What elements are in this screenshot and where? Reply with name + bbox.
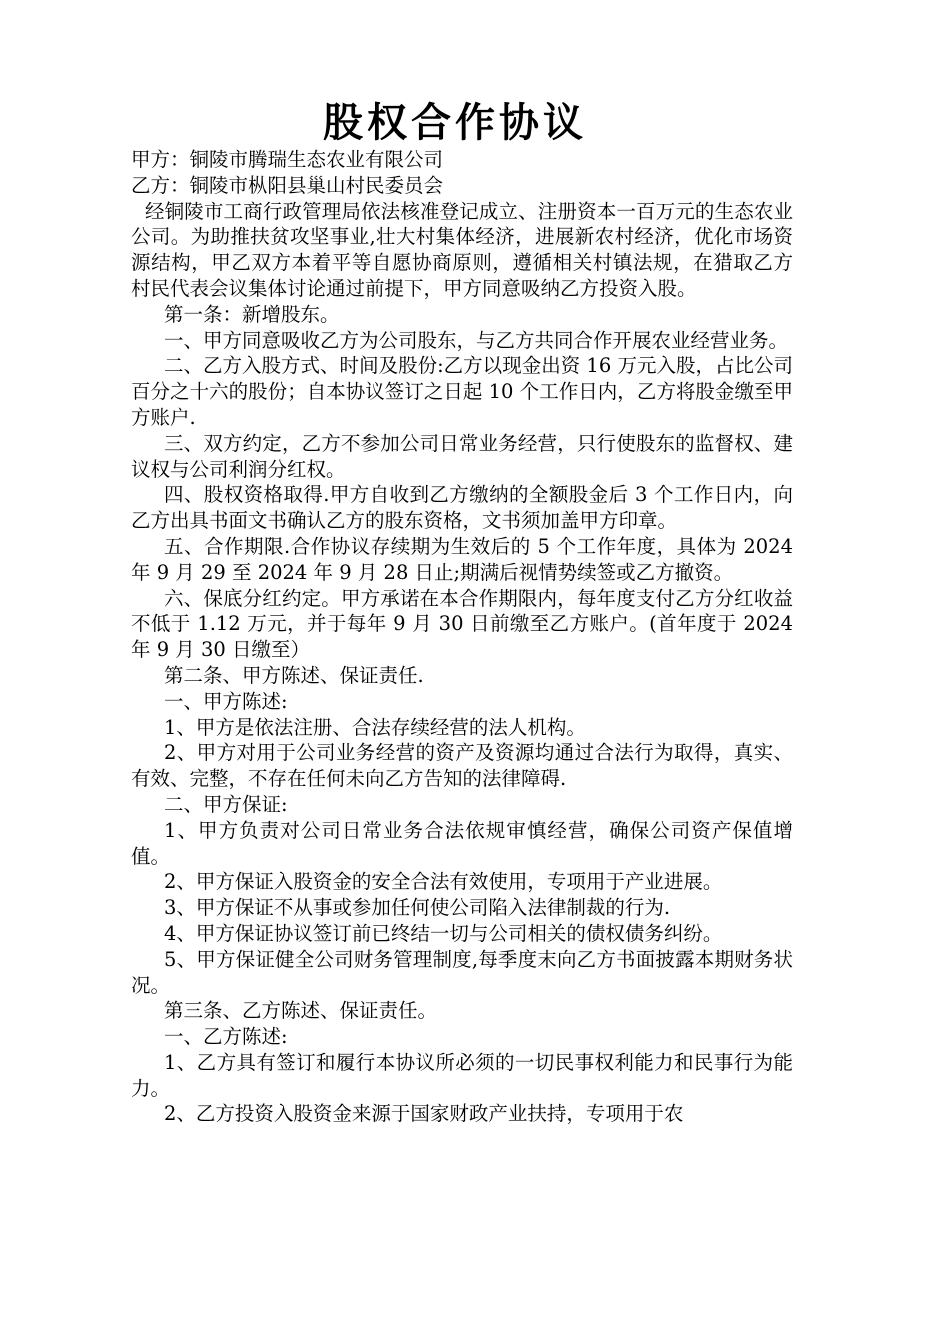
article-2-guarantee-5: 5、甲方保证健全公司财务管理制度,每季度末向乙方书面披露本期财务状况。 — [131, 947, 793, 997]
preamble-paragraph: 经铜陵市工商行政管理局依法核准登记成立、注册资本一百万元的生态农业公司。为助推扶贫攻坚事业,壮大村集体经济，进展新农村经济，优化市场资源结构，甲乙双方本着平等自愿协商原则，遵循相关村镇法规，在猎取乙方村民代表会议集体讨论通过前提下，甲方同意吸纳乙方投资入股。 — [131, 199, 793, 300]
article-2-guarantee-3: 3、甲方保证不从事或参加任何使公司陷入法律制裁的行为. — [164, 896, 671, 920]
article-1-clause-5: 五、合作期限.合作协议存续期为生效后的 5 个工作年度，具体为 2024 年 9 月 29 至 2024 年 9 月 28 日止;期满后视情势续签或乙方撤资。 — [131, 534, 793, 584]
article-2-statement-2: 2、甲方对用于公司业务经营的资产及资源均通过合法行为取得，真实、有效、完整，不存在任何未向乙方告知的法律障碍. — [131, 741, 793, 791]
document-body — [131, 147, 793, 1127]
document-title: 股权合作协议 — [323, 99, 587, 146]
article-2-section-2-heading: 二、甲方保证: — [164, 792, 288, 816]
article-3-heading: 第三条、乙方陈述、保证责任。 — [164, 999, 438, 1023]
article-2-guarantee-4: 4、甲方保证协议签订前已终结一切与公司相关的债权债务纠纷。 — [164, 921, 723, 945]
article-1-clause-4: 四、股权资格取得.甲方自收到乙方缴纳的全额股金后 3 个工作日内，向乙方出具书面文书确认乙方的股东资格，文书须加盖甲方印章。 — [131, 483, 793, 533]
article-1-clause-1: 一、甲方同意吸收乙方为公司股东，与乙方共同合作开展农业经营业务。 — [164, 328, 789, 352]
article-1-clause-3: 三、双方约定，乙方不参加公司日常业务经营，只行使股东的监督权、建议权与公司利润分红权。 — [131, 431, 793, 481]
party-a-line: 甲方：铜陵市腾瑞生态农业有限公司 — [131, 148, 444, 171]
article-1-clause-2: 二、乙方入股方式、时间及股份:乙方以现金出资 16 万元入股，占比公司百分之十六的股份；自本协议签订之日起 10 个工作日内，乙方将股金缴至甲方账户. — [131, 354, 793, 429]
article-1-heading: 第一条：新增股东。 — [164, 302, 340, 326]
article-3-statement-1: 1、乙方具有签订和履行本协议所必须的一切民事权利能力和民事行为能力。 — [131, 1050, 793, 1100]
article-2-guarantee-1: 1、甲方负责对公司日常业务合法依规审慎经营，确保公司资产保值增值。 — [131, 818, 793, 868]
article-2-guarantee-2: 2、甲方保证入股资金的安全合法有效使用，专项用于产业进展。 — [164, 870, 723, 894]
article-3-statement-2: 2、乙方投资入股资金来源于国家财政产业扶持，专项用于农 — [164, 1102, 684, 1126]
article-2-statement-1: 1、甲方是依法注册、合法存续经营的法人机构。 — [164, 715, 586, 739]
party-b-line: 乙方：铜陵市枞阳县巢山村民委员会 — [131, 173, 444, 197]
article-1-clause-6: 六、保底分红约定。甲方承诺在本合作期限内，每年度支付乙方分红收益不低于 1.12 万元，并于每年 9 月 30 日前缴至乙方账户。(首年度于 2024 年 9 月 30 日缴至） — [131, 586, 793, 662]
article-2-heading: 第二条、甲方陈述、保证责任. — [164, 663, 424, 687]
article-3-section-1-heading: 一、乙方陈述: — [164, 1025, 288, 1049]
article-2-section-1-heading: 一、甲方陈述: — [164, 689, 288, 713]
